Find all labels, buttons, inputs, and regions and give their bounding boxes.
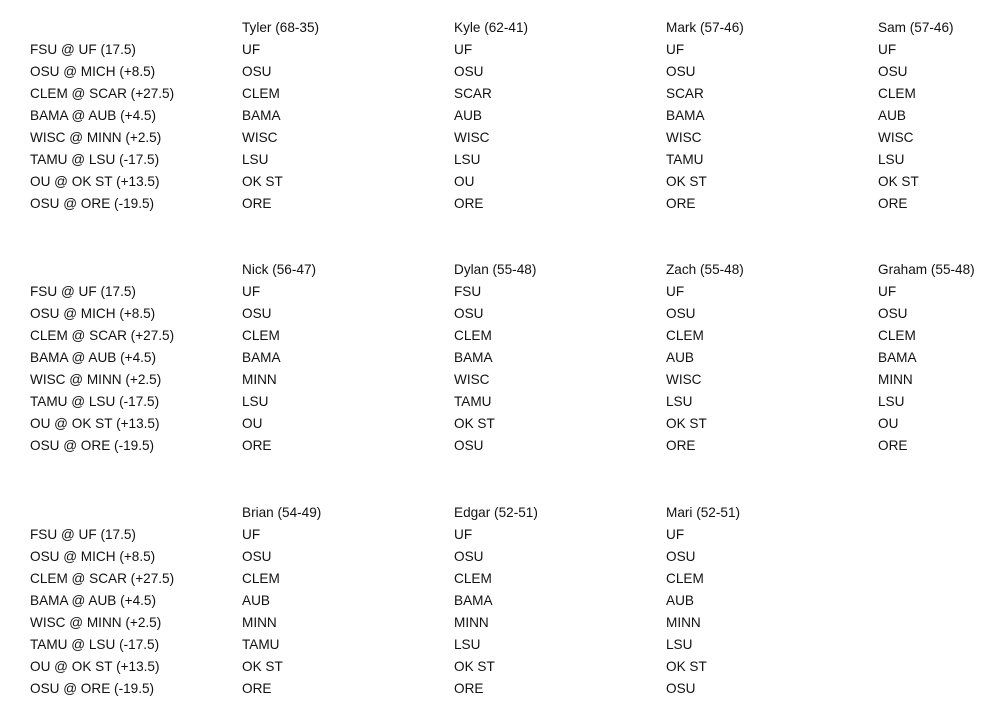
player-name: Graham (55-48) [878,262,975,277]
pick-cell: WISC [666,130,702,145]
pick-cell: SCAR [666,86,704,101]
game-row [0,281,1000,303]
pick-cell: OK ST [242,174,283,189]
pick-cell: MINN [666,615,701,630]
game-row [0,325,1000,347]
game-row [0,656,1000,678]
pick-cell: BAMA [242,108,281,123]
pick-cell: TAMU [242,637,280,652]
pick-cell: LSU [878,394,905,409]
game-row [0,149,1000,171]
pick-cell: UF [454,42,473,57]
pick-cell: WISC [454,372,490,387]
pick-cell: LSU [666,394,693,409]
pick-cell: OK ST [242,659,283,674]
game-row [0,61,1000,83]
game-label: TAMU @ LSU (-17.5) [30,637,160,652]
game-row [0,590,1000,612]
pick-cell: CLEM [454,328,492,343]
game-label: FSU @ UF (17.5) [30,42,136,57]
pick-cell: AUB [878,108,906,123]
game-row [0,303,1000,325]
pick-cell: BAMA [454,350,493,365]
pick-cell: CLEM [242,328,280,343]
pick-cell: BAMA [878,350,917,365]
game-row [0,193,1000,215]
pick-cell: WISC [878,130,914,145]
player-name: Nick (56-47) [242,262,317,277]
pick-cell: OSU [666,64,696,79]
game-label: OSU @ ORE (-19.5) [30,438,155,453]
player-name: Mari (52-51) [666,505,741,520]
pick-cell: OSU [454,438,484,453]
game-row [0,634,1000,656]
game-row [0,171,1000,193]
game-label: BAMA @ AUB (+4.5) [30,108,156,123]
game-label: FSU @ UF (17.5) [30,527,136,542]
pick-cell: MINN [454,615,489,630]
game-row [0,413,1000,435]
game-row [0,83,1000,105]
player-name: Sam (57-46) [878,20,954,35]
player-name: Brian (54-49) [242,505,322,520]
player-name: Edgar (52-51) [454,505,538,520]
pick-cell: CLEM [666,328,704,343]
game-row [0,546,1000,568]
pick-cell: UF [666,42,685,57]
pick-cell: OSU [242,549,272,564]
game-row [0,435,1000,457]
pick-cell: ORE [454,681,484,696]
pick-cell: OU [878,416,899,431]
player-name: Kyle (62-41) [454,20,529,35]
pick-cell: UF [878,284,897,299]
pick-cell: MINN [242,372,277,387]
pick-cell: ORE [242,438,272,453]
pick-cell: AUB [666,350,694,365]
pick-cell: OU [242,416,263,431]
pick-cell: TAMU [666,152,704,167]
game-label: TAMU @ LSU (-17.5) [30,394,160,409]
pick-cell: UF [666,527,685,542]
player-name: Zach (55-48) [666,262,744,277]
game-row [0,347,1000,369]
pick-cell: CLEM [878,86,916,101]
pick-cell: AUB [666,593,694,608]
pick-cell: LSU [242,152,269,167]
pick-cell: AUB [454,108,482,123]
game-row [0,612,1000,634]
player-header-row [0,259,1000,281]
pick-cell: ORE [878,438,908,453]
pick-cell: UF [878,42,897,57]
pick-cell: LSU [878,152,905,167]
pick-cell: LSU [666,637,693,652]
pick-cell: LSU [454,152,481,167]
game-label: OSU @ MICH (+8.5) [30,64,156,79]
pick-cell: LSU [242,394,269,409]
pick-cell: LSU [454,637,481,652]
player-name: Dylan (55-48) [454,262,537,277]
pick-cell: CLEM [242,571,280,586]
game-label: CLEM @ SCAR (+27.5) [30,571,175,586]
pick-cell: WISC [454,130,490,145]
pick-cell: ORE [666,438,696,453]
game-label: CLEM @ SCAR (+27.5) [30,86,175,101]
pick-cell: WISC [666,372,702,387]
game-label: WISC @ MINN (+2.5) [30,615,162,630]
game-label: OU @ OK ST (+13.5) [30,174,160,189]
game-row [0,105,1000,127]
pick-cell: ORE [666,196,696,211]
player-name: Mark (57-46) [666,20,744,35]
player-name: Tyler (68-35) [242,20,320,35]
pick-cell: OK ST [878,174,919,189]
pick-cell: OSU [878,64,908,79]
pick-cell: UF [454,527,473,542]
pick-cell: ORE [454,196,484,211]
pick-cell: WISC [242,130,278,145]
pick-cell: OU [454,174,475,189]
pick-cell: UF [666,284,685,299]
pick-cell: CLEM [666,571,704,586]
pick-cell: OK ST [454,416,495,431]
game-label: CLEM @ SCAR (+27.5) [30,328,175,343]
game-label: WISC @ MINN (+2.5) [30,130,162,145]
pick-cell: OSU [666,681,696,696]
game-row [0,369,1000,391]
pick-cell: SCAR [454,86,492,101]
game-row [0,524,1000,546]
pick-cell: OK ST [666,659,707,674]
pick-cell: UF [242,284,261,299]
pick-cell: OSU [666,306,696,321]
pick-cell: UF [242,527,261,542]
pick-cell: OSU [454,549,484,564]
game-row [0,39,1000,61]
pick-cell: CLEM [878,328,916,343]
game-label: OSU @ MICH (+8.5) [30,306,156,321]
pick-cell: OSU [454,306,484,321]
pick-cell: OK ST [454,659,495,674]
game-label: BAMA @ AUB (+4.5) [30,593,156,608]
pick-cell: OK ST [666,416,707,431]
game-row [0,568,1000,590]
pick-cell: AUB [242,593,270,608]
pick-cell: ORE [242,196,272,211]
pick-cell: BAMA [242,350,281,365]
game-label: TAMU @ LSU (-17.5) [30,152,160,167]
pick-cell: OSU [878,306,908,321]
game-row [0,127,1000,149]
pick-cell: TAMU [454,394,492,409]
game-label: WISC @ MINN (+2.5) [30,372,162,387]
player-header-row [0,17,1000,39]
pick-cell: BAMA [454,593,493,608]
game-label: OU @ OK ST (+13.5) [30,659,160,674]
player-header-row [0,502,1000,524]
game-label: BAMA @ AUB (+4.5) [30,350,156,365]
game-label: OU @ OK ST (+13.5) [30,416,160,431]
pick-cell: MINN [878,372,913,387]
pick-cell: CLEM [454,571,492,586]
game-label: FSU @ UF (17.5) [30,284,136,299]
game-label: OSU @ ORE (-19.5) [30,681,155,696]
pick-cell: OSU [242,306,272,321]
pick-cell: CLEM [242,86,280,101]
pick-cell: OK ST [666,174,707,189]
game-label: OSU @ MICH (+8.5) [30,549,156,564]
game-row [0,678,1000,700]
pick-cell: ORE [242,681,272,696]
pick-cell: OSU [242,64,272,79]
pick-cell: UF [242,42,261,57]
pick-cell: ORE [878,196,908,211]
game-row [0,391,1000,413]
pick-cell: OSU [666,549,696,564]
pick-cell: OSU [454,64,484,79]
pick-cell: BAMA [666,108,705,123]
pick-cell: MINN [242,615,277,630]
game-label: OSU @ ORE (-19.5) [30,196,155,211]
pick-cell: FSU [454,284,482,299]
